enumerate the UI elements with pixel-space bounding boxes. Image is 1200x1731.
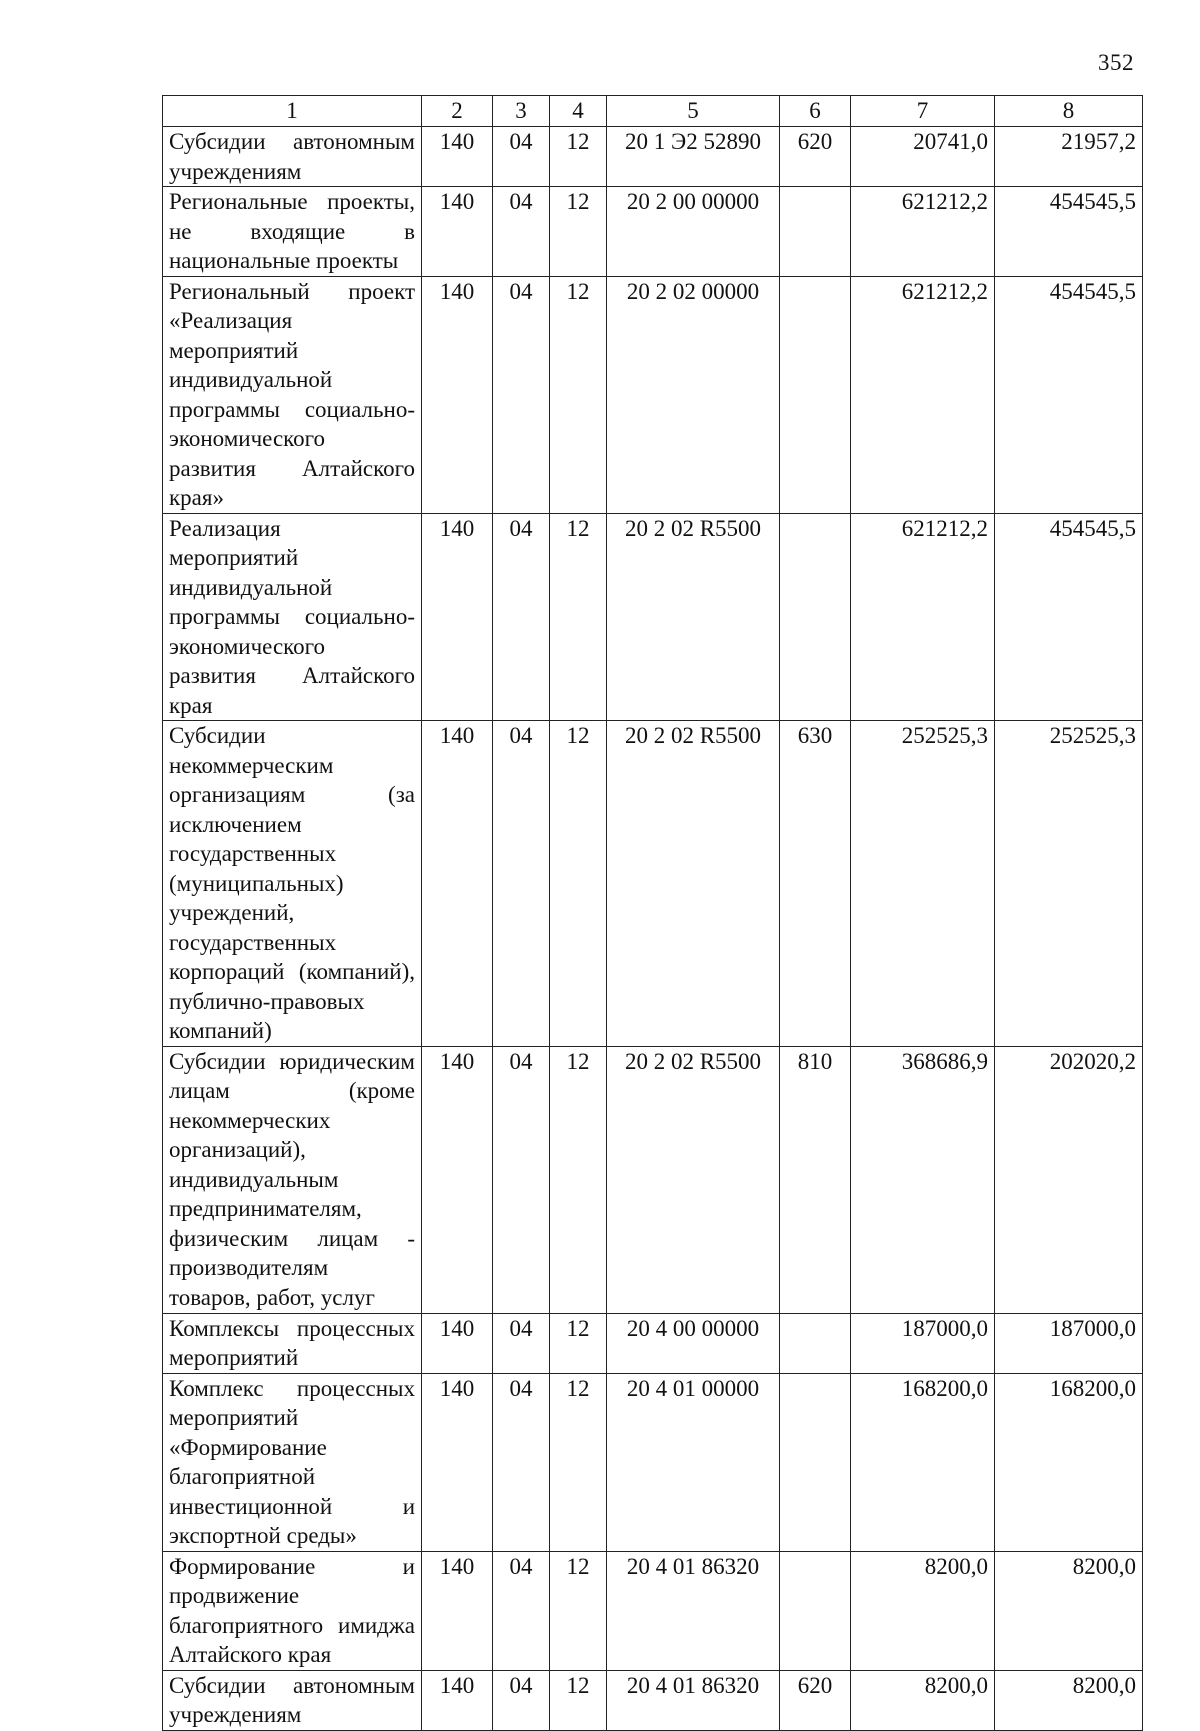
cell-col-8: 8200,0	[995, 1670, 1143, 1730]
cell-col-4: 12	[550, 1670, 607, 1730]
cell-col-8: 454545,5	[995, 276, 1143, 513]
cell-col-3: 04	[493, 1670, 550, 1730]
cell-col-6	[780, 1313, 851, 1373]
cell-col-7: 187000,0	[851, 1313, 995, 1373]
cell-col-4: 12	[550, 1551, 607, 1670]
cell-col-7: 368686,9	[851, 1046, 995, 1313]
column-header-1: 1	[163, 96, 422, 127]
cell-col-3: 04	[493, 1373, 550, 1551]
column-header-8: 8	[995, 96, 1143, 127]
cell-col-2: 140	[422, 721, 493, 1047]
cell-col-6	[780, 187, 851, 277]
cell-col-2: 140	[422, 1313, 493, 1373]
cell-col-8: 8200,0	[995, 1551, 1143, 1670]
cell-col-3: 04	[493, 276, 550, 513]
cell-col-8: 21957,2	[995, 127, 1143, 187]
cell-col-7: 8200,0	[851, 1551, 995, 1670]
cell-col-3: 04	[493, 721, 550, 1047]
table-row	[163, 187, 1143, 277]
table-row	[163, 1373, 1143, 1551]
cell-col-2: 140	[422, 276, 493, 513]
cell-col-8: 187000,0	[995, 1313, 1143, 1373]
row-description: Реализация мероприятий индивидуальной программы социально-экономического развития Алтайского края	[163, 513, 422, 721]
column-header-6: 6	[780, 96, 851, 127]
cell-col-5: 20 2 02 00000	[607, 276, 780, 513]
cell-col-5: 20 4 01 86320	[607, 1670, 780, 1730]
column-header-7: 7	[851, 96, 995, 127]
table-row	[163, 513, 1143, 721]
cell-col-3: 04	[493, 1046, 550, 1313]
cell-col-5: 20 2 02 R5500	[607, 1046, 780, 1313]
cell-col-8: 454545,5	[995, 187, 1143, 277]
row-description: Комплексы процессных мероприятий	[163, 1313, 422, 1373]
cell-col-4: 12	[550, 721, 607, 1047]
column-header-2: 2	[422, 96, 493, 127]
cell-col-5: 20 2 02 R5500	[607, 513, 780, 721]
row-description: Субсидии некоммерческим организациям (за исключением государственных (муниципальных) учреждений, государственных корпораций (компаний), публично-правовых компаний)	[163, 721, 422, 1047]
cell-col-8: 252525,3	[995, 721, 1143, 1047]
cell-col-7: 168200,0	[851, 1373, 995, 1551]
cell-col-5: 20 4 00 00000	[607, 1313, 780, 1373]
cell-col-6	[780, 1551, 851, 1670]
cell-col-5: 20 2 02 R5500	[607, 721, 780, 1047]
cell-col-5: 20 4 01 00000	[607, 1373, 780, 1551]
cell-col-6	[780, 276, 851, 513]
cell-col-6	[780, 513, 851, 721]
cell-col-4: 12	[550, 1313, 607, 1373]
column-header-3: 3	[493, 96, 550, 127]
cell-col-3: 04	[493, 1551, 550, 1670]
cell-col-8: 202020,2	[995, 1046, 1143, 1313]
cell-col-7: 621212,2	[851, 513, 995, 721]
cell-col-3: 04	[493, 187, 550, 277]
cell-col-5: 20 2 00 00000	[607, 187, 780, 277]
table-row	[163, 1046, 1143, 1313]
cell-col-7: 252525,3	[851, 721, 995, 1047]
table-row	[163, 721, 1143, 1047]
row-description: Субсидии юридическим лицам (кроме некоммерческих организаций), индивидуальным предпринимателям, физическим лицам - производителям товаров, работ, услуг	[163, 1046, 422, 1313]
cell-col-8: 454545,5	[995, 513, 1143, 721]
row-description: Региональные проекты, не входящие в национальные проекты	[163, 187, 422, 277]
table-row	[163, 1670, 1143, 1730]
row-description: Субсидии автономным учреждениям	[163, 1670, 422, 1730]
cell-col-4: 12	[550, 276, 607, 513]
table-row	[163, 1313, 1143, 1373]
cell-col-4: 12	[550, 187, 607, 277]
cell-col-2: 140	[422, 1670, 493, 1730]
column-header-5: 5	[607, 96, 780, 127]
cell-col-2: 140	[422, 1046, 493, 1313]
table-row	[163, 127, 1143, 187]
row-description: Субсидии автономным учреждениям	[163, 127, 422, 187]
cell-col-3: 04	[493, 127, 550, 187]
cell-col-4: 12	[550, 1373, 607, 1551]
cell-col-4: 12	[550, 127, 607, 187]
row-description: Региональный проект «Реализация мероприятий индивидуальной программы социально-экономического развития Алтайского края»	[163, 276, 422, 513]
table-row	[163, 1551, 1143, 1670]
cell-col-4: 12	[550, 513, 607, 721]
cell-col-7: 8200,0	[851, 1670, 995, 1730]
cell-col-7: 621212,2	[851, 187, 995, 277]
header-row	[163, 96, 1143, 127]
cell-col-3: 04	[493, 1313, 550, 1373]
row-description: Комплекс процессных мероприятий «Формирование благоприятной инвестиционной и экспортной среды»	[163, 1373, 422, 1551]
cell-col-7: 621212,2	[851, 276, 995, 513]
cell-col-6: 620	[780, 1670, 851, 1730]
cell-col-2: 140	[422, 127, 493, 187]
cell-col-3: 04	[493, 513, 550, 721]
cell-col-6: 620	[780, 127, 851, 187]
table-row	[163, 276, 1143, 513]
page-number: 352	[1098, 50, 1134, 75]
cell-col-5: 20 1 Э2 52890	[607, 127, 780, 187]
budget-table	[162, 95, 1143, 1731]
cell-col-5: 20 4 01 86320	[607, 1551, 780, 1670]
cell-col-2: 140	[422, 1551, 493, 1670]
column-header-4: 4	[550, 96, 607, 127]
cell-col-2: 140	[422, 187, 493, 277]
cell-col-8: 168200,0	[995, 1373, 1143, 1551]
cell-col-6	[780, 1373, 851, 1551]
row-description: Формирование и продвижение благоприятного имиджа Алтайского края	[163, 1551, 422, 1670]
cell-col-4: 12	[550, 1046, 607, 1313]
cell-col-2: 140	[422, 513, 493, 721]
cell-col-7: 20741,0	[851, 127, 995, 187]
cell-col-2: 140	[422, 1373, 493, 1551]
cell-col-6: 810	[780, 1046, 851, 1313]
cell-col-6: 630	[780, 721, 851, 1047]
